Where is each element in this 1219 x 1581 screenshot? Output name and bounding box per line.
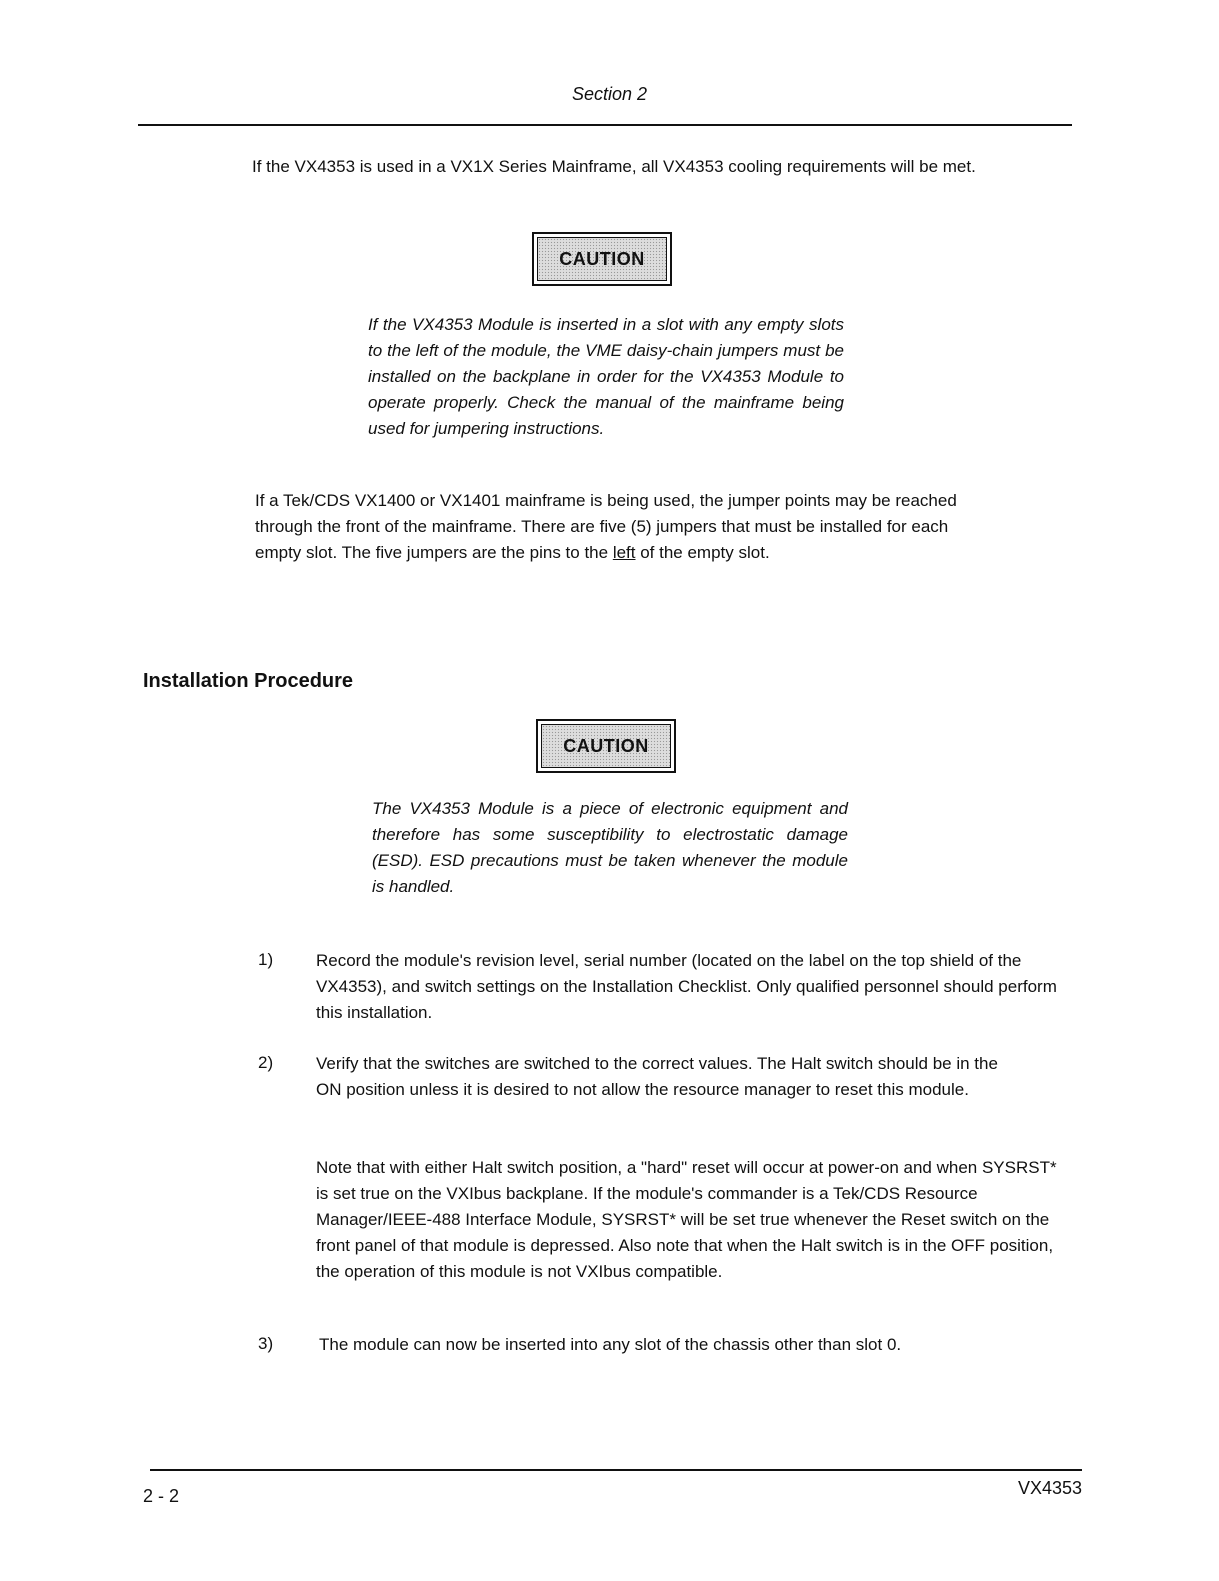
footer-rule xyxy=(150,1469,1082,1471)
intro-paragraph: If the VX4353 is used in a VX1X Series Mainframe, all VX4353 cooling requirements will be met. xyxy=(252,157,976,176)
caution-1-text: If the VX4353 Module is inserted in a slot with any empty slots to the left of the module, the VME daisy-chain jumpers must be installed on the backplane in order for the VX4353 Module to operate properly. Check the manual of the mainframe being used for jumpering instructions. xyxy=(368,315,844,438)
page-number: 2 - 2 xyxy=(143,1486,180,1506)
step-3-number: 3) xyxy=(258,1334,274,1353)
caution-box-1 xyxy=(532,232,672,286)
header-rule xyxy=(138,124,1072,126)
caution-2-text: The VX4353 Module is a piece of electronic equipment and therefore has some susceptibility to electrostatic damage (ESD). ESD precautions must be taken whenever the module is handled. xyxy=(372,799,848,896)
step-3-text: The module can now be inserted into any slot of the chassis other than slot 0. xyxy=(319,1335,902,1354)
step-1-number: 1) xyxy=(258,950,274,969)
jumper-text-underlined: left xyxy=(612,543,636,562)
jumper-paragraph xyxy=(255,488,963,566)
caution-label: CAUTION xyxy=(537,237,667,281)
note-paragraph: Note that with either Halt switch position, a "hard" reset will occur at power-on and when SYSRST* is set true on the VXIbus backplane. If the module's commander is a Tek/CDS Resource Manager/IEEE-488 Interface Module, SYSRST* will be set true whenever the Reset switch on the front panel of that module is depressed. Also note that when the Halt switch is in the OFF position, the operation of this module is not VXIbus compatible. xyxy=(316,1158,1057,1281)
section-header: Section 2 xyxy=(571,84,648,104)
caution-box-2 xyxy=(536,719,676,773)
product-name: VX4353 xyxy=(1017,1478,1082,1498)
caution-label: CAUTION xyxy=(541,724,671,768)
step-2-text: Verify that the switches are switched to the correct values. The Halt switch should be in the ON position unless it is desired to not allow the resource manager to reset this module. xyxy=(316,1054,998,1099)
step-2-number: 2) xyxy=(258,1053,274,1072)
section-heading: Installation Procedure xyxy=(143,670,354,692)
jumper-text-after: of the empty slot. xyxy=(635,543,770,562)
step-1-text: Record the module's revision level, serial number (located on the label on the top shield of the VX4353), and switch settings on the Installation Checklist. Only qualified personnel should perform this installation. xyxy=(316,951,1057,1022)
jumper-text-before: If a Tek/CDS VX1400 or VX1401 mainframe is being used, the jumper points may be reached through the front of the mainframe. There are five (5) jumpers that must be installed for each empty slot. The five jumpers are the pins to the xyxy=(255,491,957,562)
